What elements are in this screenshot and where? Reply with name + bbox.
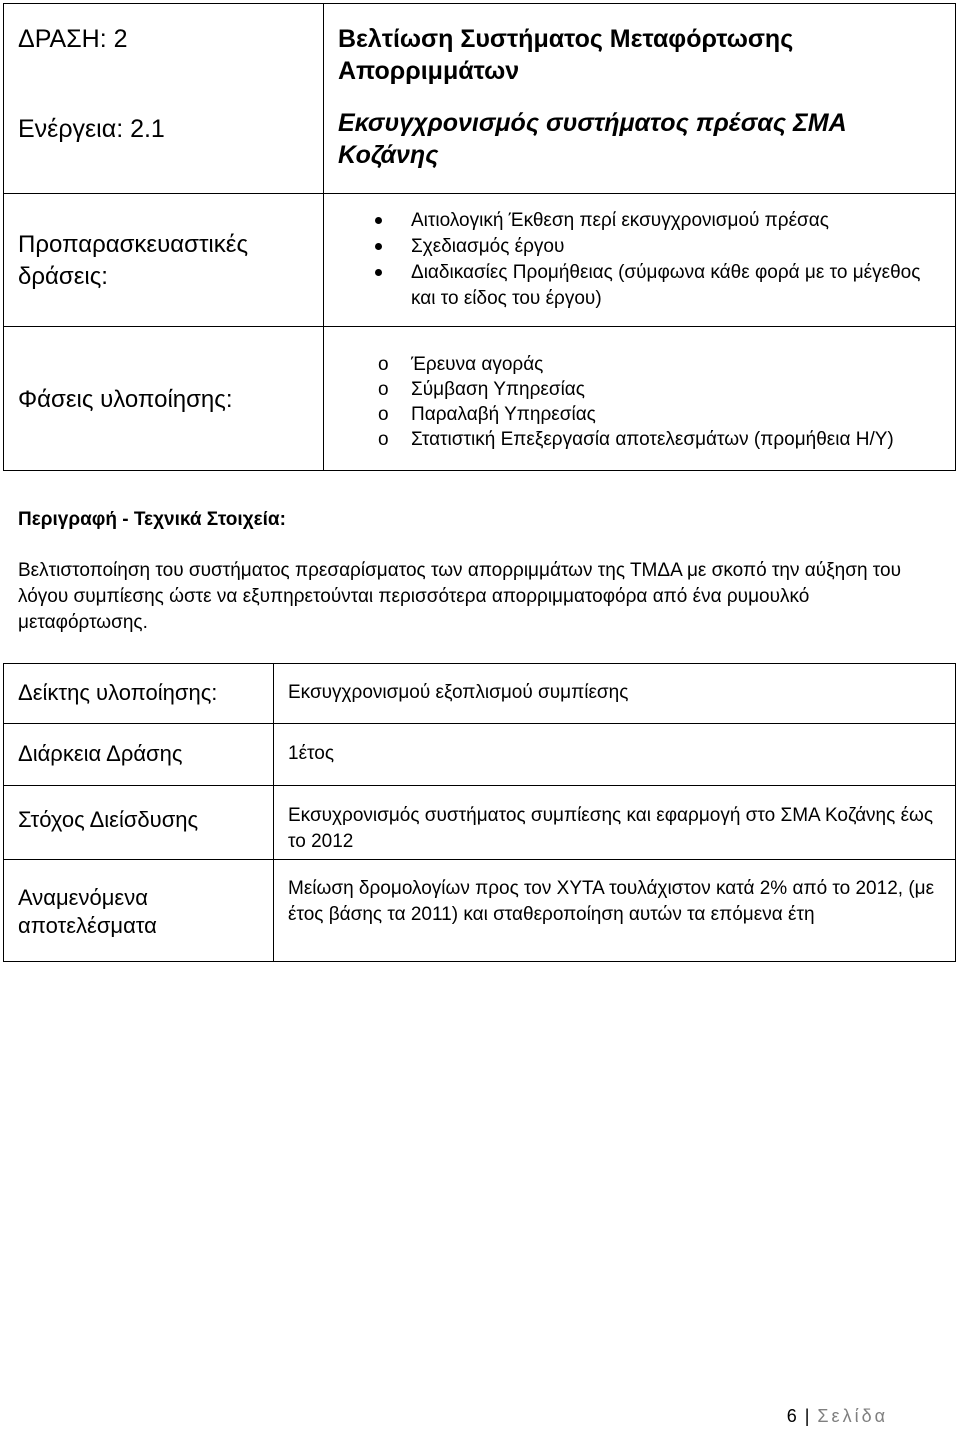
target-value: Εκσυχρονισμός συστήματος συμπίεσης και εφαρμογή στο ΣΜΑ Κοζάνης έως το 2012 <box>288 805 934 852</box>
table-row <box>4 786 956 860</box>
activity-code: Ενέργεια: 2.1 <box>18 115 165 143</box>
preparatory-row <box>4 194 956 327</box>
action-header-table <box>3 3 956 471</box>
target-label: Στόχος Διείσδυσης <box>18 807 199 832</box>
phases-label-cell <box>4 327 324 471</box>
action-codes-cell <box>4 4 324 194</box>
target-label-cell <box>4 786 274 860</box>
page-footer <box>787 1403 888 1429</box>
table-row <box>4 664 956 724</box>
list-item: Σχεδιασμός έργου <box>338 234 945 260</box>
preparatory-label-cell <box>4 194 324 327</box>
phases-label: Φάσεις υλοποίησης: <box>18 386 233 413</box>
duration-label-cell <box>4 724 274 786</box>
indicator-value-cell <box>274 664 956 724</box>
details-table <box>3 663 956 962</box>
phases-list <box>338 352 945 452</box>
list-item: o Στατιστική Επεξεργασία αποτελεσμάτων (προμήθεια Η/Υ) <box>338 427 945 452</box>
list-item: Αιτιολογική Έκθεση περί εκσυγχρονισμού πρέσας <box>338 208 945 234</box>
action-header-row <box>4 4 956 194</box>
description-text: Βελτιστοποίηση του συστήματος πρεσαρίσματος των απορριμμάτων της ΤΜΔΑ με σκοπό την αύξηση του λόγου συμπίεσης ώστε να εξυπηρετούνται περισσότερα απορριμματοφόρα από ένα ρυμουλκό μεταφόρτωσης. <box>18 560 901 633</box>
duration-value: 1έτος <box>288 743 334 764</box>
list-item: Διαδικασίες Προμήθειας (σύμφωνα κάθε φορά με το μέγεθος και το είδος του έργου) <box>338 260 945 312</box>
description-section <box>18 507 938 636</box>
phases-row <box>4 327 956 471</box>
action-code: ΔΡΑΣΗ: 2 <box>18 25 128 53</box>
action-title: Βελτίωση Συστήματος Μεταφόρτωσης Απορριμμάτων <box>338 25 794 85</box>
activity-title: Εκσυγχρονισμός συστήματος πρέσας ΣΜΑ Κοζάνης <box>338 109 846 169</box>
description-heading: Περιγραφή - Τεχνικά Στοιχεία: <box>18 509 286 530</box>
preparatory-label: Προπαρασκευαστικές δράσεις: <box>18 231 249 290</box>
phases-items-cell <box>324 327 956 471</box>
page-word: Σελίδα <box>817 1406 888 1426</box>
action-titles-cell <box>324 4 956 194</box>
results-label-cell <box>4 860 274 962</box>
list-item: o Παραλαβή Υπηρεσίας <box>338 402 945 427</box>
duration-value-cell <box>274 724 956 786</box>
preparatory-list <box>338 208 945 312</box>
list-item: o Έρευνα αγοράς <box>338 352 945 377</box>
results-value: Μείωση δρομολογίων προς τον ΧΥΤΑ τουλάχιστον κατά 2% από το 2012, (με έτος βάσης τα 2011) και σταθεροποίηση αυτών τα επόμενα έτη <box>288 878 935 925</box>
results-value-cell <box>274 860 956 962</box>
list-item: o Σύμβαση Υπηρεσίας <box>338 377 945 402</box>
target-value-cell <box>274 786 956 860</box>
table-row <box>4 860 956 962</box>
footer-separator: | <box>804 1406 810 1426</box>
indicator-value: Εκσυγχρονισμού εξοπλισμού συμπίεσης <box>288 682 629 703</box>
indicator-label: Δείκτης υλοποίησης: <box>18 680 218 705</box>
duration-label: Διάρκεια Δράσης <box>18 741 183 766</box>
results-label: Αναμενόμενα αποτελέσματα <box>18 885 157 938</box>
page-number: 6 <box>786 1406 797 1426</box>
table-row <box>4 724 956 786</box>
indicator-label-cell <box>4 664 274 724</box>
preparatory-items-cell <box>324 194 956 327</box>
